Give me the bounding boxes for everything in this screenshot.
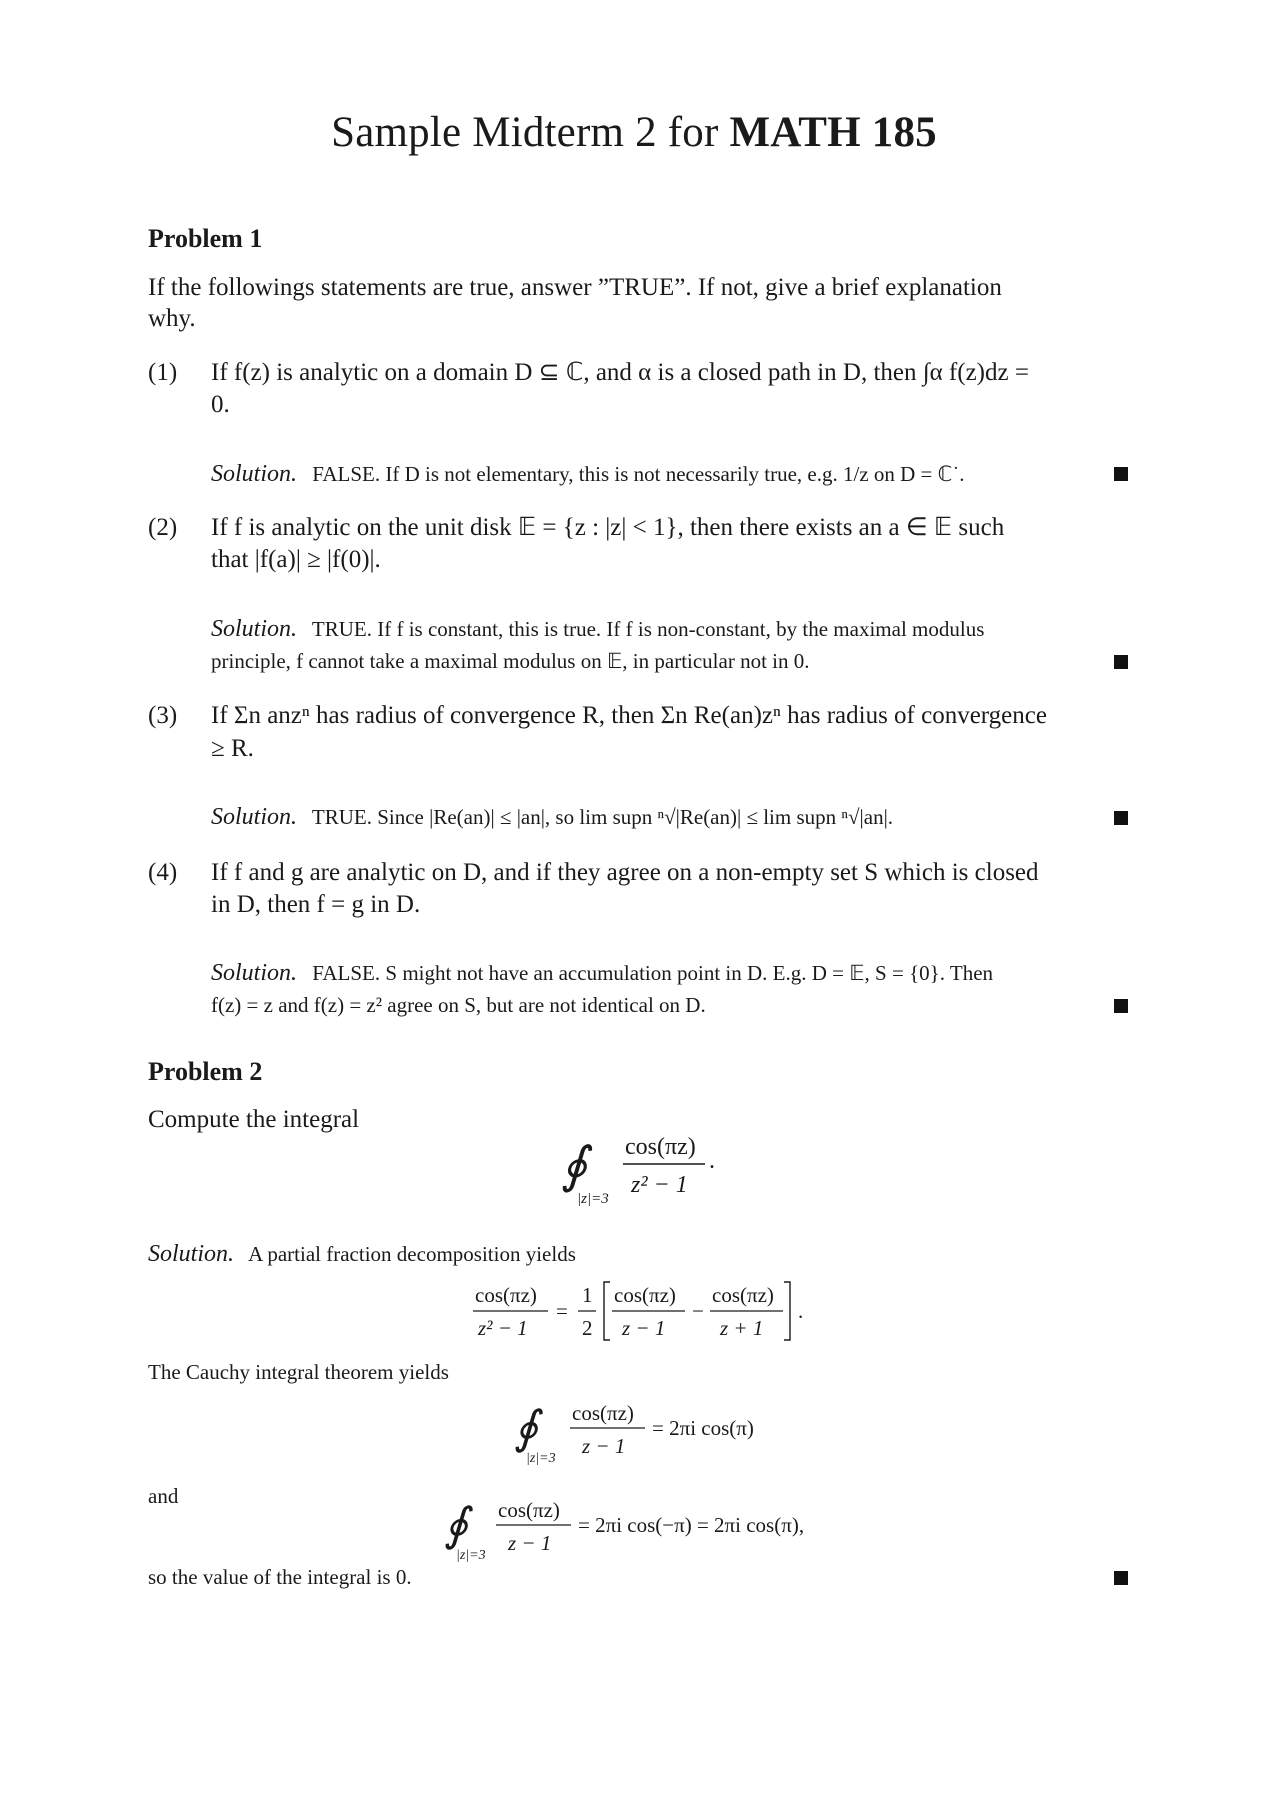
eq1-denominator: z − 1	[582, 1434, 626, 1458]
pf-lhs-numerator: cos(πz)	[475, 1283, 537, 1307]
qed-icon	[1114, 811, 1128, 825]
partial-fraction-text: A partial fraction decomposition yields	[248, 1242, 576, 1266]
item-4-statement-line1: If f and g are analytic on D, and if they agree on a non-empty set S which is closed	[211, 859, 1039, 886]
main-integral-equation	[555, 1130, 735, 1210]
item-4-number: (4)	[148, 859, 178, 886]
integrand-numerator: cos(πz)	[625, 1134, 696, 1160]
item-2-solution-text: TRUE. If f is constant, this is true. If f is non-constant, by the maximal modulus	[311, 617, 985, 641]
qed-icon	[1114, 655, 1128, 669]
equals-sign: =	[556, 1299, 568, 1323]
integral-limit: |z|=3	[456, 1548, 486, 1563]
pf-lhs-denominator: z² − 1	[478, 1316, 528, 1340]
contour-integral-icon: ∮	[561, 1137, 588, 1193]
problem-2-intro: Compute the integral	[148, 1106, 360, 1133]
eq1-numerator: cos(πz)	[572, 1401, 634, 1425]
item-4-solution-text: FALSE. S might not have an accumulation point in D. E.g. D = 𝔼, S = {0}. Then	[312, 961, 994, 985]
title-normal: Sample Midterm 2 for	[331, 109, 719, 156]
qed-icon	[1114, 999, 1128, 1013]
eq2-rhs: = 2πi cos(−π) = 2πi cos(π),	[578, 1513, 805, 1537]
item-3-number: (3)	[148, 702, 178, 729]
contour-integral-icon: ∮	[444, 1499, 468, 1550]
half-denominator: 2	[582, 1316, 593, 1340]
pf-term1-numerator: cos(πz)	[614, 1283, 676, 1307]
item-1-solution	[211, 459, 1111, 490]
integral-limit: |z|=3	[526, 1451, 556, 1466]
item-4-statement-line2: in D, then f = g in D.	[211, 891, 421, 918]
eq2-numerator: cos(πz)	[498, 1498, 560, 1522]
contour-integral-icon: ∮	[514, 1402, 538, 1453]
left-bracket	[604, 1282, 610, 1340]
half-numerator: 1	[582, 1283, 593, 1307]
item-2-number: (2)	[148, 514, 178, 541]
pf-term2-denominator: z + 1	[720, 1316, 764, 1340]
cauchy-equation-1	[510, 1395, 790, 1470]
solution-label: Solution.	[211, 461, 298, 487]
pf-term2-numerator: cos(πz)	[712, 1283, 774, 1307]
item-3-statement-line1: If Σn anzⁿ has radius of convergence R, then Σn Re(an)zⁿ has radius of convergence	[211, 702, 1047, 729]
problem-2-heading: Problem 2	[148, 1057, 263, 1086]
eq2-denominator: z − 1	[508, 1531, 552, 1555]
item-3-solution	[211, 802, 1111, 833]
eq1-rhs: = 2πi cos(π)	[652, 1416, 754, 1440]
integral-limit: |z|=3	[577, 1191, 609, 1207]
solution-label: Solution.	[148, 1241, 235, 1267]
item-1-statement-line1: If f(z) is analytic on a domain D ⊆ ℂ, and α is a closed path in D, then ∫α f(z)dz =	[211, 359, 1029, 386]
cauchy-equation-2	[440, 1492, 860, 1567]
item-1-statement-line2: 0.	[211, 391, 230, 418]
title-bold: MATH 185	[729, 109, 937, 156]
page-title	[0, 108, 1268, 157]
solution-label: Solution.	[211, 960, 298, 986]
cauchy-theorem-text: The Cauchy integral theorem yields	[148, 1360, 449, 1384]
period-mark: .	[798, 1299, 804, 1323]
conclusion-text: so the value of the integral is 0.	[148, 1565, 412, 1589]
pf-term1-denominator: z − 1	[622, 1316, 666, 1340]
item-2-statement-line2: that |f(a)| ≥ |f(0)|.	[211, 546, 381, 573]
item-1-number: (1)	[148, 359, 178, 386]
solution-label: Solution.	[211, 616, 298, 642]
right-bracket	[784, 1282, 790, 1340]
item-2-statement-line1: If f is analytic on the unit disk 𝔼 = {z : |z| < 1}, then there exists an a ∈ 𝔼 such	[211, 514, 1005, 541]
integrand-denominator: z² − 1	[631, 1172, 688, 1198]
qed-icon	[1114, 1571, 1128, 1585]
problem-1-intro-line1: If the followings statements are true, answer ”TRUE”. If not, give a brief explanation	[148, 274, 1002, 301]
period-mark: .	[709, 1148, 715, 1174]
item-3-solution-text: TRUE. Since |Re(an)| ≤ |an|, so lim supn ⁿ√|Re(an)| ≤ lim supn ⁿ√|an|.	[311, 805, 894, 829]
partial-fraction-equation	[470, 1280, 820, 1360]
and-text: and	[148, 1484, 179, 1508]
item-1-solution-text: FALSE. If D is not elementary, this is not necessarily true, e.g. 1/z on D = ℂ˙.	[312, 462, 965, 486]
item-4-solution-line1	[211, 958, 1131, 989]
problem-1-heading: Problem 1	[148, 224, 263, 253]
problem-1-intro-line2: why.	[148, 305, 196, 332]
item-4-solution-line2: f(z) = z and f(z) = z² agree on S, but are not identical on D.	[211, 993, 706, 1017]
item-2-solution-line2: principle, f cannot take a maximal modulus on 𝔼, in particular not in 0.	[211, 649, 810, 673]
solution-label: Solution.	[211, 804, 298, 830]
item-3-statement-line2: ≥ R.	[211, 735, 254, 762]
qed-icon	[1114, 467, 1128, 481]
item-2-solution-line1	[211, 614, 1131, 645]
problem-2-solution-intro	[148, 1239, 576, 1270]
minus-sign: −	[692, 1299, 704, 1323]
